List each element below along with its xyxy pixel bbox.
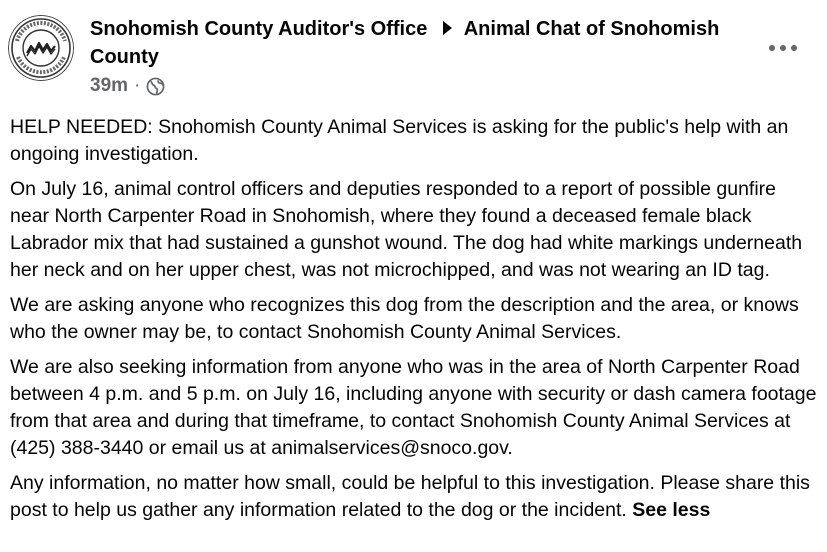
meta-separator: · — [134, 75, 141, 96]
post-paragraph: We are asking anyone who recognizes this dog from the description and the area, or knows who the owner may be, to contact Snohomish County Animal Services. — [10, 294, 799, 343]
post-paragraph-last — [10, 470, 818, 524]
avatar[interactable] — [8, 15, 74, 81]
post-paragraph-text: Any information, no matter how small, could be helpful to this investigation. Please share this post to help us gather any information related to the dog or the incident. — [10, 472, 810, 521]
auditor-seal-logo — [8, 15, 74, 81]
post-meta — [90, 74, 165, 98]
post-author-line — [90, 15, 730, 71]
post-header — [0, 0, 827, 110]
post-body — [10, 114, 818, 532]
post-paragraph: HELP NEEDED: Snohomish County Animal Services is asking for the public's help with an ongoing investigation. — [10, 116, 789, 165]
group-name-link[interactable]: Animal Chat of Snohomish County — [90, 18, 720, 68]
globe-icon[interactable] — [146, 77, 165, 96]
see-less-link[interactable]: See less — [632, 499, 711, 521]
post-paragraph: We are also seeking information from anyone who was in the area of North Carpenter Road between 4 p.m. and 5 p.m. on July 16, including anyone with security or dash camera footage from that area and during that timeframe, to contact Snohomish County Animal Services at (425) 388-3440 or email us at animalservices@snoco.gov. — [10, 356, 817, 459]
more-options-icon — [768, 44, 798, 52]
page-name-link[interactable]: Snohomish County Auditor's Office — [90, 18, 428, 40]
caret-right-icon — [441, 20, 453, 36]
more-options-button[interactable] — [763, 34, 803, 62]
post-paragraph: On July 16, animal control officers and deputies responded to a report of possible gunfire near North Carpenter Road in Snohomish, where they found a deceased female black Labrador mix that had sustained a gunshot wound. The dog had white markings underneath her neck and on her upper chest, was not microchipped, and was not wearing an ID tag. — [10, 178, 803, 281]
post-timestamp[interactable]: 39m — [90, 75, 129, 96]
